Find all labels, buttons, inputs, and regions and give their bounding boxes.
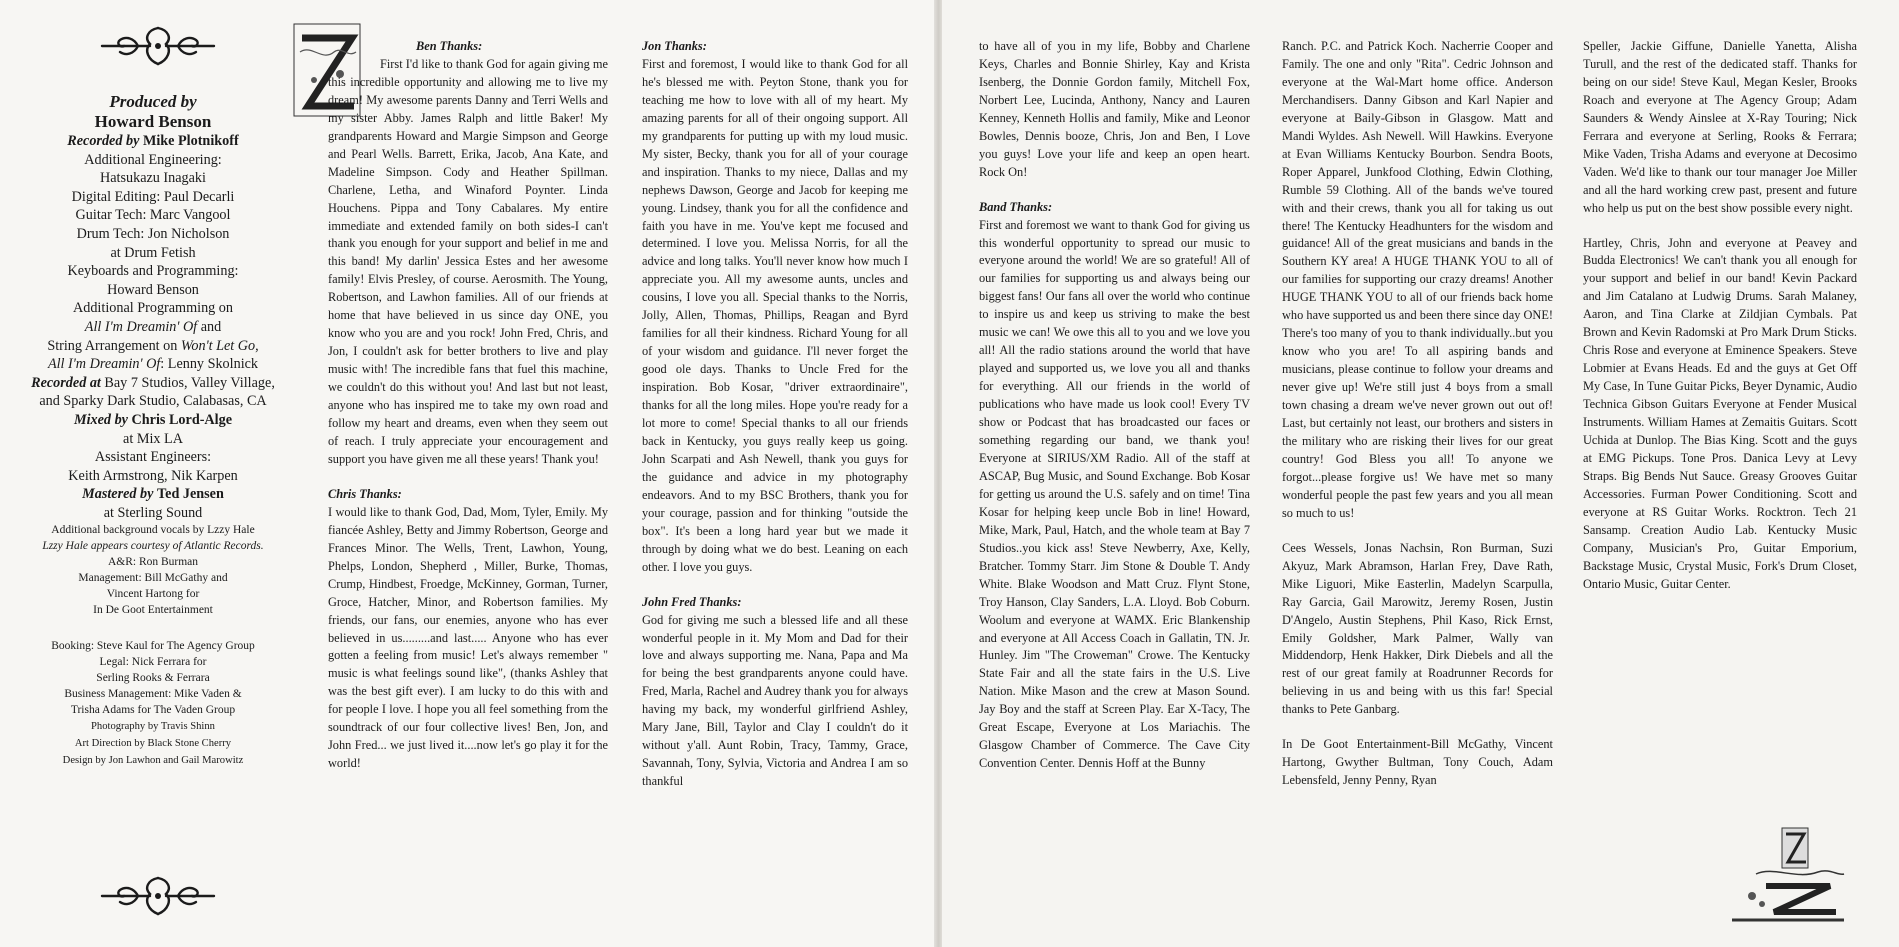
guitar-tech: Guitar Tech: Marc Vangool — [75, 207, 231, 224]
legal-2: Serling Rooks & Ferrara — [96, 672, 210, 685]
a-and-r: A&R: Ron Burman — [107, 556, 199, 569]
mixed-by-name: Chris Lord-Alge — [131, 411, 233, 428]
keyboards-name: Howard Benson — [107, 281, 199, 298]
management-2: Vincent Hartong for — [106, 588, 200, 601]
column-4 — [1282, 38, 1553, 807]
bottom-flourish-ornament — [98, 874, 218, 918]
additional-engineering-name: Hatsukazu Inagaki — [100, 170, 206, 187]
string-arranger: : Lenny Skolnick — [160, 356, 259, 373]
recorded-at-studio: Bay 7 Studios, Valley Village, — [100, 374, 275, 391]
additional-programming: Additional Programming on — [73, 300, 233, 317]
left-page — [0, 0, 936, 947]
mastered-at: at Sterling Sound — [103, 504, 203, 521]
column-1 — [328, 38, 608, 790]
business-management: Business Management: Mike Vaden & — [64, 688, 242, 701]
column-3 — [979, 38, 1250, 790]
recorded-by-label: Recorded by — [67, 133, 140, 149]
drum-tech: Drum Tech: Jon Nicholson — [76, 225, 230, 242]
john-fred-thanks-continued: to have all of you in my life, Bobby and Charlene Keys, Charles and Bonnie Shirley, Kay and Krista Isenberg, the Donnie Gordon family, Mitchell Fox, Norbert Lee, Lucinda, Anthony, Nancy and Lauren Kenney, Kenneth Hollis and family, Mike and Leonor Bowles, Dennis booze, Chris, Jon and Ben, I Love you guys! Love your life and keep an open heart. Rock On! — [979, 39, 1250, 179]
ben-thanks-heading: Ben Thanks: — [416, 39, 483, 53]
assistant-engineers: Keith Armstrong, Nik Karpen — [68, 467, 238, 484]
courtesy-note: Lzzy Hale appears courtesy of Atlantic Records. — [42, 540, 264, 553]
song-title: All I'm Dreamin' Of — [47, 356, 161, 373]
assistant-engineers-label: Assistant Engineers: — [94, 449, 212, 466]
column-5 — [1583, 38, 1857, 611]
jon-thanks-body: First and foremost, I would like to thank God for all he's blessed me with. Peyton Stone, thank you for teaching me how to love with all of my heart. My amazing parents for all of their ongoing support. All my grandparents for putting up with my loud music. My sister, Becky, thank you for all of your courage and inspiration. Thanks to my niece, Dallas and my nephews Dawson, George and Jacob for keeping me young. Lindsey, thank you for all the confidence and faith you have in me. You've kept me focused and determined. I love you. Melissa Norris, for all the advice and long talks. You'll never know how much I appreciate you. All my awesome aunts, uncles and cousins, I love you all. Special thanks to the Norris, Jolly, Allen, Thomas, Phillips, Reagan and Byrd families for all their kindness. Richard Young for all of your wisdom and guidance. I'll never forget the good ole days. Thanks to Uncle Fred for the inspiration. Bob Kosar, "driver extraordinaire", thanks for all the long miles. Hope you're ready for a lot more to come! Special thanks to all our friends back in Kentucky, you guys really keep us going. John Scarpati and Ash Newell, thank you guys for the guidance and advice in my photography endeavors. And to my BSC Brothers, thank you for your courage, passion and for thinking "outside the box". It's been a long hard year but we made it through by doing what we do best. Leaning on each other. I love you guys. — [642, 56, 908, 574]
background-vocals: Additional background vocals by Lzzy Hale — [51, 524, 255, 537]
digital-editing: Digital Editing: Paul Decarli — [71, 188, 235, 205]
art-direction-credit: Art Direction by Black Stone Cherry — [74, 738, 232, 750]
band-thanks-heading: Band Thanks: — [979, 199, 1053, 214]
ben-thanks-body: First I'd like to thank God for again giving me this incredible opportunity and allowing me to live my dream! My awesome parents Danny and Terri Wells and my sister Abby. James Ralph and little Baker! My grandparents Howard and Margie Simpson and George and Pearl Wells. Barrett, Erika, Jacob, Ana Kate, and Madeline Simpson. Cody and Heather Spillman. Charlene, Letha, and Winaford Poynter. Linda Houchens. Pippa and Tony Cabalares. My entire immediate and extended family on both sides-I can't thank you enough for your support and belief in me and this band! My darlin' Jessica Estes and her awesome family! Elvis Presley, of course. Aerosmith. The Young, Robertson, and Lawhon families. All of our friends at home that have believed in us since day ONE, you know who you are and you rock! John Fred, Chris, and Jon, I couldn't ask for better brothers to live and play music with! The incredible fans that fuel this machine, we couldn't do this without you! And last but not least, anyone who has inspired me to take my own road and follow my heart and dreams, even when they seem out of reach. I truly appreciate your encouragement and support you have given me all these years! Thank you! — [328, 56, 608, 466]
keyboards-label: Keyboards and Programming: — [67, 263, 239, 280]
produced-by-label: Produced by — [109, 92, 197, 111]
recorded-at-label: Recorded at — [31, 374, 101, 391]
band-thanks-body: First and foremost we want to thank God for giving us this wonderful opportunity to spread our music to everyone around the world! We are so grateful! All of our families for supporting us and always being our biggest fans! Our fans all over the world who continue to inspire us and keep us striving to make the best music we can! We owe this all to you and we love you all! All the radio stations around the world that have played and supported us, we love you all and thanks for everything. All our friends in the world of publications who have made us look cool! Every TV show or Podcast that has broadcasted our faces or something regarding our band, we thank you! Everyone at SIRIUS/XM Radio. All of the staff at ASCAP, Bug Music, and Sound Exchange. Bob Kosar for getting us around the U.S. safely and on time! Tina Kosar for helping keep uncle Bob in line! Howard, Mike, Mark, Paul, Hatch, and the whole team at Bay 7 Studios..you kick ass! Steve Newberry, Axe, Kelly, Bratcher. Tommy Starr. Jim Stone & Double T. Andy White. Blake Woodson and Matt Cruz. Flynt Stone, Troy Hanson, Clay Sanders, L.A. Lloyd. Bob Coburn. Woolum and everyone at WAMX. Eric Blankenship and everyone at All Access Coach in Gallatin, TN. Jr. Hunley. Jim "The Croweman" Crowe. The Kentucky State Fair and all the state fairs in the U.S. Live Nation. Mike Mason and the crew at Mason Sound. Jay Boy and the staff at Screen Play. Ear X-Tacy, The Great Escape, Everyone at Los Mariachis. The Glasgow Chamber of Commerce. The Cave City Convention Center. Dennis Hoff at the Bunny — [979, 217, 1250, 771]
producer-name: Howard Benson — [94, 112, 212, 131]
mixed-at: at Mix LA — [123, 430, 183, 447]
additional-engineering-label: Additional Engineering: — [84, 151, 222, 168]
design-credit: Design by Jon Lawhon and Gail Marowitz — [62, 755, 244, 767]
text-fragment: , — [255, 337, 259, 354]
text-fragment: and — [197, 318, 222, 335]
john-fred-thanks-body: God for giving me such a blessed life and all these wonderful people in it. My Mom and Dad for their love and always supporting me. Nana, Papa and Ma for being the best grandparents anyone could have. Fred, Marla, Rachel and Audrey thank you for always having my back, my wonderful girlfriend Ashley, Mary Jane, Bill, Taylor and Clay I couldn't do it without y'all. Aunt Robin, Tracy, Tammy, Grace, Savannah, Tony, Sylvia, Victoria and Andrea I am so thankful — [642, 612, 908, 789]
mastered-by-name: Ted Jensen — [156, 486, 224, 503]
album-credits — [18, 92, 288, 769]
legal: Legal: Nick Ferrara for — [99, 656, 207, 669]
john-fred-thanks-heading: John Fred Thanks: — [642, 594, 742, 609]
chris-thanks-body: I would like to thank God, Dad, Mom, Tyler, Emily. My fiancée Ashley, Betty and Jimmy Robertson, George and Frances Minor. The Wells, Trent, Lawhon, Young, Phelps, London, Shepherd , Miller, Burke, Thomas, Crump, Hindbest, Froedge, McKinney, Gorman, Turner, Groce, Hatcher, Minor, and Robertson families. My friends, our fans, our enemies, anyone who has ever believed in us.........and last..... Anyone who has ever gotten a feeling from music! Let's always remember " music is what feelings sound like", (thanks Ashley that was the best gift ever). I am lucky to do this with and for people I love. I hope you all feel something from the soundtrack of our four collective lives! Ben, Jon, and John Fred... we just lived it....now let's go play it for the world! — [328, 504, 608, 771]
management: Management: Bill McGathy and — [78, 572, 228, 585]
song-title: Won't Let Go — [180, 337, 256, 354]
string-arrangement: String Arrangement on — [47, 337, 181, 354]
management-thanks: Speller, Jackie Giffune, Danielle Yanetta, Alisha Turull, and the rest of the dedicated staff. Thanks for being on our side! Steve Kaul, Megan Kesler, Brooks Roach and everyone at The Agency Group; Adam Saunders & Wendy Ainslee at X-Ray Touring; Nick Ferrara and everyone at Serling, Rooks & Ferrara; Mike Vaden, Trisha Adams and everyone at Decosimo Vaden. We'd like to thank our tour manager Joe Miller and all the hard working crew past, present and future who help us put on the best show possible every night. — [1583, 39, 1857, 215]
in-de-goot-thanks: In De Goot Entertainment-Bill McGathy, Vincent Hartong, Gwyther Bultman, Tony Couch, Adam Lebensfeld, Jenny Penny, Ryan — [1282, 737, 1553, 788]
business-management-2: Trisha Adams for The Vaden Group — [70, 704, 236, 717]
chris-thanks-heading: Chris Thanks: — [328, 486, 402, 501]
drum-tech-location: at Drum Fetish — [110, 244, 196, 261]
right-page — [942, 0, 1899, 947]
band-thanks-continued: Ranch. P.C. and Patrick Koch. Nacherrie Cooper and Family. The one and only "Rita". Cedric Johnson and everyone at the Wal-Mart home office. Anderson Merchandisers. Danny Gibson and Karl Napier and everyone at Baily-Gibson in Glasgow. Matt and Mandi Wyldes. Ash Newell. Will Hawkins. Everyone at Evan Williams Kentucky Bourbon. Sendra Boots, Roper Apparel, Junkfood Clothing, Edwin Clothing, Rumble 59 Clothing. All of the bands we've toured with and their crews, thank you all for taking us out there! The Kentucky Headhunters for the wisdom and guidance! All of the great musicians and bands in the Southern KY area! A HUGE THANK YOU to all of our families for supporting our crazy dreams! Another HUGE THANK YOU to all of our friends back home who have supported us and been there since day ONE! There's too many of you to thank individually..but you know who you are! To all aspiring bands and musicians, please continue to follow your dreams and never give up! We're still just 4 boys from a small town chasing a dream we've never grown out out of! Last, but certainly not least, our brothers and sisters in the military who are risking their lives for our great country! God Bless you all! To anyone we forgot...please forgive us! We have met so many wonderful people the past few years and you all mean so much to us! — [1282, 39, 1553, 520]
booking: Booking: Steve Kaul for The Agency Group — [51, 640, 255, 653]
roadrunner-thanks: Cees Wessels, Jonas Nachsin, Ron Burman, Suzi Akyuz, Mark Abramson, Harlan Frey, Dave Rath, Mike Liguori, Mike Easterlin, Madelyn Scarpulla, Ray Garcia, Gail Marowitz, Jeremy Rosen, Justin D'Angelo, Austin Stephens, Phil Kaso, Rick Ernst, Emily Goldsher, Mark Palmer, Wally van Middendorp, Henk Hakker, Dirk Diebels and all the rest of our great family at Roadrunner Records for believing in us and being with us this far! Special thanks to Pete Ganbarg. — [1282, 540, 1553, 717]
mastered-by-label: Mastered by — [82, 486, 154, 503]
top-flourish-ornament — [98, 24, 218, 68]
recorded-at-studio-2: and Sparky Dark Studio, Calabasas, CA — [39, 393, 267, 410]
recorded-by-name: Mike Plotnikoff — [142, 133, 239, 149]
song-title: All I'm Dreamin' Of — [84, 318, 198, 335]
management-3: In De Goot Entertainment — [93, 604, 213, 617]
jon-thanks-heading: Jon Thanks: — [642, 39, 707, 53]
photography-credit: Photography by Travis Shinn — [91, 721, 215, 733]
mixed-by-label: Mixed by — [73, 411, 128, 428]
column-2 — [642, 38, 908, 808]
gear-thanks: Hartley, Chris, John and everyone at Peavey and Budda Electronics! We can't thank you all enough for your support and belief in our band! Kevin Packard and Jim Catalano at Ludwig Drums. Sarah Malaney, Aaron, and Tina Clarke at Zildjian Cymbals. Pat Brown and Kevin Radomski at Pro Mark Drum Sticks. Chris Rose and everyone at Eminence Speakers. Steve Lobmier at Evans Heads. Ed and the guys at Get Off My Case, In Tune Guitar Picks, Beyer Dynamic, Audio Technica Gibson Guitars Everyone at Fender Musical Instruments. William Hames at Zemaitis Guitars. Scott Uchida at Dunlop. The Bias King. Scott and the guys at EMG Pickups. Tone Pros. Danica Levy at Levy Straps. Big Bends Nut Sauce. Greasy Grooves Guitar Accessories. Furman Power Conditioning. Scott and everyone at RS Guitar Works. Rocktron. Tech 21 Sansamp. Creation Audio Lab. Kentucky Music Company, Musician's Pro, Guitar Emporium, Backstage Music, Crystal Music, Fork's Drum Closet, Ontario Music, Guitar Center. — [1583, 235, 1857, 591]
ornamental-closing-letter-icon — [1726, 820, 1846, 924]
